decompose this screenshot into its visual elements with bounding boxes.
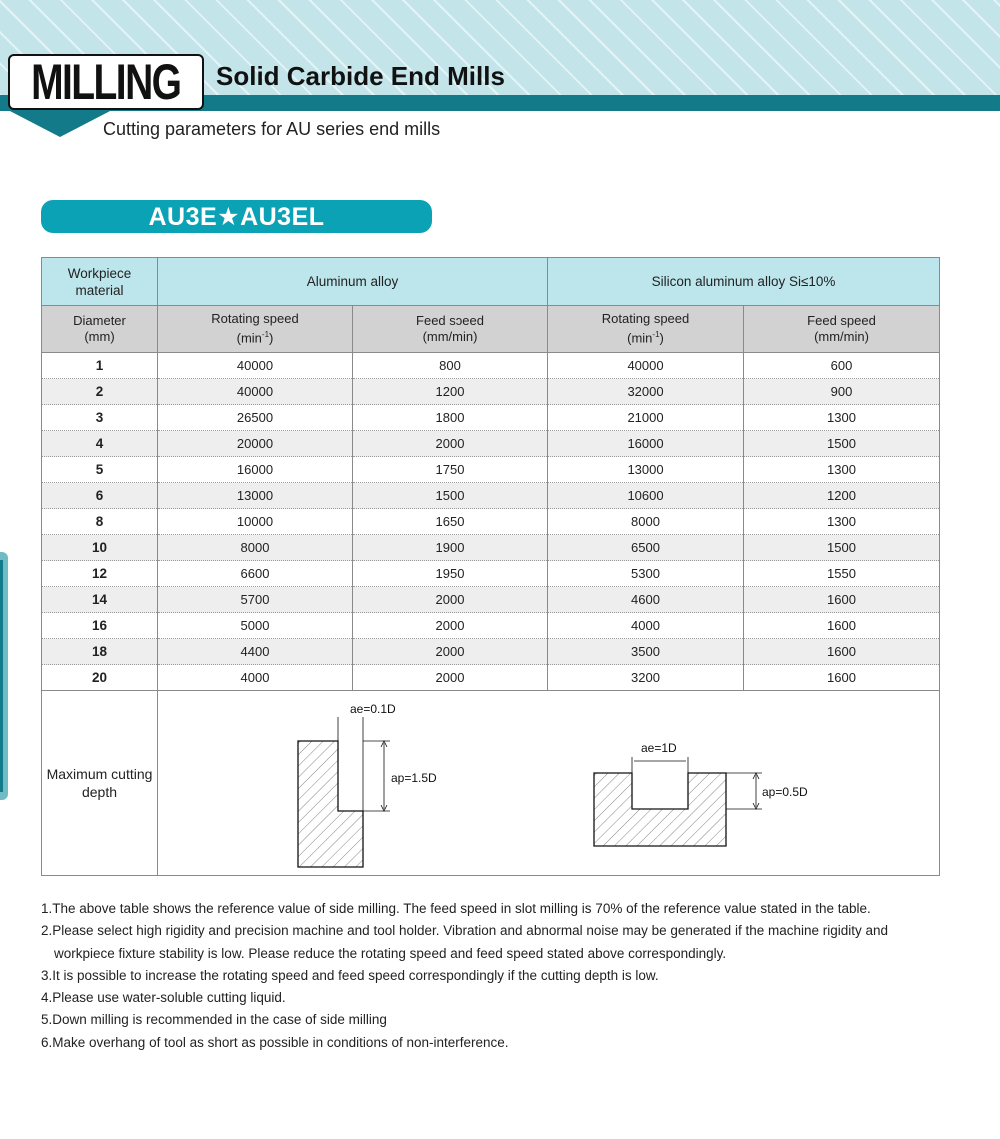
silicon-aluminum-alloy-header: Silicon aluminum alloy Si≤10%: [548, 258, 940, 306]
si-rotating-speed-cell: 4600: [548, 587, 744, 613]
si-rotating-speed-cell: 4000: [548, 613, 744, 639]
slot-milling-figure: [594, 741, 808, 846]
note-3: 3.It is possible to increase the rotating speed and feed speed correspondingly if the cutting depth is low.: [41, 967, 659, 983]
si-rotating-speed-cell: 5300: [548, 561, 744, 587]
si-feed-speed-cell: 1600: [744, 613, 940, 639]
al-feed-speed-cell: 1500: [353, 483, 548, 509]
cutting-parameter-table: [41, 257, 940, 876]
al-feed-speed-cell: 2000: [353, 639, 548, 665]
si-feed-speed-cell: 1600: [744, 665, 940, 691]
note-2: 2.Please select high rigidity and precision machine and tool holder. Vibration and abnormal noise may be generated if the machine rigidity and: [41, 923, 889, 939]
slot-milling-workpiece: [594, 773, 726, 846]
si-feed-speed-cell: 1500: [744, 431, 940, 457]
page-title: Solid Carbide End Mills: [216, 61, 505, 91]
table-row: [42, 405, 940, 431]
al-feed-speed-cell: 1950: [353, 561, 548, 587]
si-feed-speed-cell: 1300: [744, 509, 940, 535]
diameter-cell: 16: [42, 613, 158, 639]
slot-ae-label: ae=1D: [641, 741, 677, 755]
al-feed-speed-cell: 1650: [353, 509, 548, 535]
si-rotating-speed-cell: 16000: [548, 431, 744, 457]
table-row: [42, 613, 940, 639]
si-rotating-speed-cell: 6500: [548, 535, 744, 561]
table-row: [42, 561, 940, 587]
material-header-row: [42, 258, 940, 306]
si-rotating-speed-cell: 8000: [548, 509, 744, 535]
table-row: [42, 639, 940, 665]
si-feed-speed-cell: 1300: [744, 457, 940, 483]
al-rotating-speed-cell: 10000: [158, 509, 353, 535]
max-cutting-depth-label: Maximum cutting depth: [42, 691, 158, 876]
al-rotating-speed-cell: 40000: [158, 353, 353, 379]
al-feed-speed-cell: 1800: [353, 405, 548, 431]
diameter-cell: 3: [42, 405, 158, 431]
al-rotating-speed-cell: 13000: [158, 483, 353, 509]
notes-section: [41, 898, 941, 1054]
diameter-cell: 5: [42, 457, 158, 483]
table-row: [42, 353, 940, 379]
al-rotating-speed-cell: 6600: [158, 561, 353, 587]
si-rotating-speed-cell: 40000: [548, 353, 744, 379]
aluminum-alloy-header: Aluminum alloy: [158, 258, 548, 306]
si-feed-speed-cell: 1550: [744, 561, 940, 587]
diameter-cell: 10: [42, 535, 158, 561]
diameter-cell: 4: [42, 431, 158, 457]
side-milling-figure: [298, 702, 437, 867]
diameter-cell: 6: [42, 483, 158, 509]
al-rotating-speed-cell: 4000: [158, 665, 353, 691]
si-rotating-speed-cell: 21000: [548, 405, 744, 431]
table-row: [42, 483, 940, 509]
si-rotating-speed-cell: 10600: [548, 483, 744, 509]
note-5: 5.Down milling is recommended in the case of side milling: [41, 1012, 387, 1028]
si-rotating-speed-cell: 13000: [548, 457, 744, 483]
milling-logo: [8, 54, 204, 110]
al-rotating-speed-header: Rotating speed $(\min^{-1})$: [158, 306, 353, 353]
si-feed-speed-cell: 1300: [744, 405, 940, 431]
al-feed-speed-cell: 2000: [353, 665, 548, 691]
al-rotating-speed-cell: 26500: [158, 405, 353, 431]
si-rotating-speed-cell: 32000: [548, 379, 744, 405]
al-feed-speed-cell: 1750: [353, 457, 548, 483]
table-row: [42, 431, 940, 457]
cutting-depth-diagram: [158, 691, 938, 876]
al-feed-speed-cell: 2000: [353, 587, 548, 613]
table-row: [42, 665, 940, 691]
al-feed-speed-cell: 800: [353, 353, 548, 379]
al-feed-speed-cell: 2000: [353, 613, 548, 639]
diameter-cell: 12: [42, 561, 158, 587]
diameter-cell: 14: [42, 587, 158, 613]
al-feed-speed-header: Feed sɔeed (mm/min): [353, 306, 548, 353]
workpiece-material-label: Workpiece material: [42, 258, 158, 306]
note-1: 1.The above table shows the reference value of side milling. The feed speed in slot milling is 70% of the reference value stated in the table.: [41, 901, 871, 916]
table-row: [42, 379, 940, 405]
diameter-header: Diameter (mm): [42, 306, 158, 353]
al-rotating-speed-cell: 20000: [158, 431, 353, 457]
diameter-cell: 1: [42, 353, 158, 379]
al-rotating-speed-cell: 4400: [158, 639, 353, 665]
si-feed-speed-cell: 1600: [744, 587, 940, 613]
slot-ap-label: ap=0.5D: [762, 785, 808, 799]
table-row: [42, 457, 940, 483]
side-ae-label: ae=0.1D: [350, 702, 396, 716]
si-feed-speed-cell: 1200: [744, 483, 940, 509]
al-rotating-speed-cell: 16000: [158, 457, 353, 483]
cutting-depth-figures: [158, 691, 940, 876]
si-rotating-speed-cell: 3500: [548, 639, 744, 665]
page-subtitle: Cutting parameters for AU series end mills: [103, 119, 441, 139]
al-rotating-speed-cell: 5700: [158, 587, 353, 613]
side-milling-workpiece: [298, 741, 363, 867]
note-2-continued: workpiece fixture stability is low. Please reduce the rotating speed and feed speed stated above correspondingly.: [54, 945, 727, 961]
logo-text: MILLING: [31, 54, 181, 110]
table-row: [42, 587, 940, 613]
table-row: [42, 509, 940, 535]
diameter-cell: 20: [42, 665, 158, 691]
al-feed-speed-cell: 2000: [353, 431, 548, 457]
si-feed-speed-cell: 600: [744, 353, 940, 379]
diameter-cell: 8: [42, 509, 158, 535]
side-decoration-inner: [0, 560, 3, 792]
si-feed-speed-cell: 900: [744, 379, 940, 405]
logo-pointer: [8, 110, 112, 137]
al-rotating-speed-cell: 40000: [158, 379, 353, 405]
al-feed-speed-cell: 1200: [353, 379, 548, 405]
al-feed-speed-cell: 1900: [353, 535, 548, 561]
note-4: 4.Please use water-soluble cutting liquid.: [41, 990, 286, 1006]
diameter-cell: 18: [42, 639, 158, 665]
si-feed-speed-cell: 1500: [744, 535, 940, 561]
column-header-row: [42, 306, 940, 353]
diameter-cell: 2: [42, 379, 158, 405]
al-rotating-speed-cell: 5000: [158, 613, 353, 639]
note-6: 6.Make overhang of tool as short as possible in conditions of non-interference.: [41, 1034, 509, 1050]
table-row: [42, 535, 940, 561]
si-rotating-speed-cell: 3200: [548, 665, 744, 691]
al-rotating-speed-cell: 8000: [158, 535, 353, 561]
side-ap-label: ap=1.5D: [391, 771, 437, 785]
series-label: AU3E★AU3EL: [41, 200, 432, 233]
si-feed-speed-cell: 1600: [744, 639, 940, 665]
si-rotating-speed-header: Rotating speed $(\min^{-1})$: [548, 306, 744, 353]
si-feed-speed-header: Feed speed (mm/min): [744, 306, 940, 353]
max-cutting-depth-row: [42, 691, 940, 876]
